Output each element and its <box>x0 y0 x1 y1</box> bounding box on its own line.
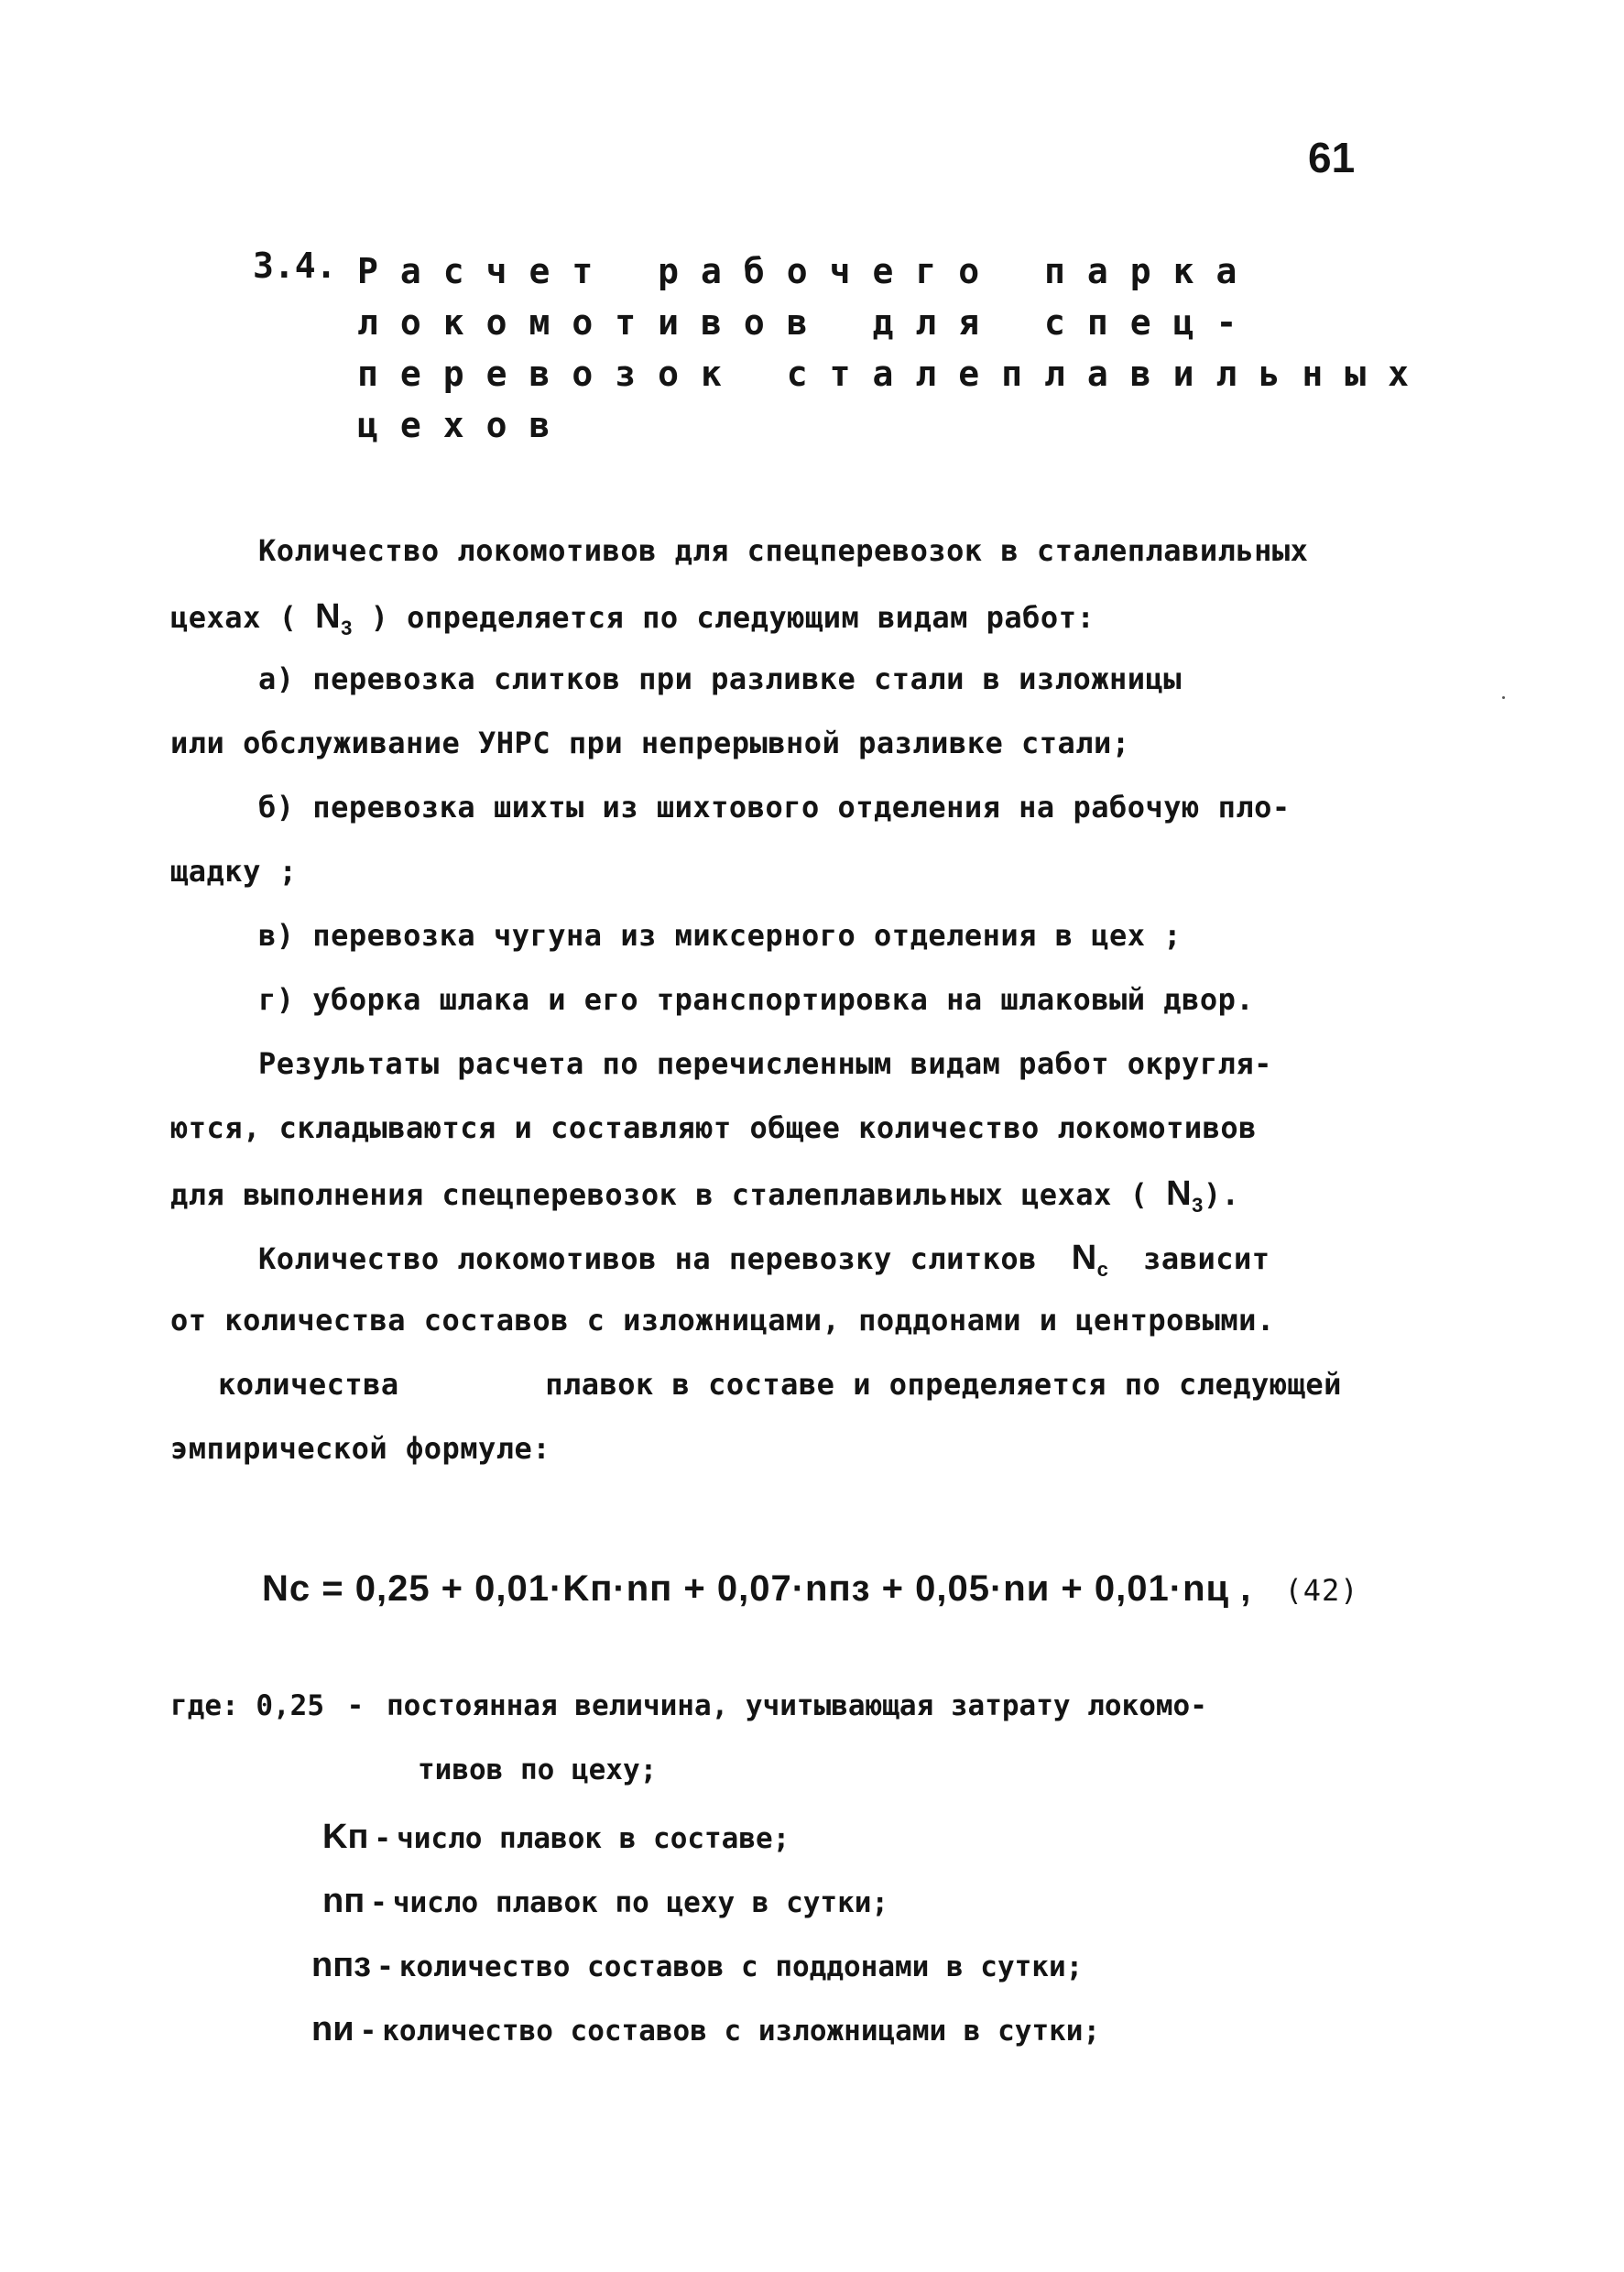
text-fragment: количества <box>218 1367 399 1402</box>
section-number: 3.4. <box>253 246 337 286</box>
where-symbol: 0,25 <box>256 1689 324 1722</box>
text-fragment: цехах ( <box>170 600 298 635</box>
section-title-line-2: локомотивов для спец- <box>357 302 1259 343</box>
n3-symbol: $N_3$ <box>315 597 353 639</box>
paragraph-line: Количество локомотивов для спецперевозок в сталеплавильных <box>258 533 1309 568</box>
paragraph-line: ются, складываются и составляют общее количество локомотивов <box>170 1110 1257 1145</box>
where-continuation: тивов по цеху; <box>418 1753 658 1786</box>
list-item-g: г) уборка шлака и его транспортировка на шлаковый двор. <box>258 982 1255 1017</box>
where-symbol: nп <box>322 1882 365 1920</box>
where-line: где: 0,25 - постоянная величина, учитывающая затрату локомо- <box>170 1689 1207 1722</box>
section-title-line-4: цехов <box>357 405 572 445</box>
paragraph-line <box>258 1239 1270 1282</box>
paragraph-line: Результаты расчета по перечисленным видам работ округля- <box>258 1046 1272 1081</box>
list-item-a-line-1: а) перевозка слитков при разливке стали в изложницы <box>258 661 1183 696</box>
paragraph-line: эмпирической формуле: <box>170 1431 551 1466</box>
text-fragment: зависит <box>1143 1241 1270 1276</box>
paragraph-line: от количества составов с изложницами, поддонами и центровыми. <box>170 1303 1275 1338</box>
section-title <box>357 246 1431 451</box>
n3-symbol: $N_3$ <box>1166 1174 1204 1217</box>
where-line: nи - количество составов с изложницами в сутки; <box>311 2010 1101 2048</box>
list-item-v: в) перевозка чугуна из миксерного отделения в цех ; <box>258 918 1183 953</box>
text-fragment: плавок в составе и определяется по следующей <box>545 1367 1342 1402</box>
formula-number: (42) <box>1284 1573 1359 1608</box>
page-number: 61 <box>1308 134 1356 181</box>
where-text: число плавок по цеху в сутки; <box>392 1886 889 1919</box>
list-item-a-line-2: или обслуживание УНРС при непрерывной разливке стали; <box>170 726 1130 760</box>
section-title-line-1: Расчет рабочего парка <box>357 251 1259 291</box>
where-symbol: nпз <box>311 1946 372 1984</box>
scan-speck <box>1502 696 1505 699</box>
where-line: nпз - количество составов с поддонами в сутки; <box>311 1946 1084 1984</box>
where-text: количество составов с изложницами в сутки; <box>382 2015 1101 2048</box>
formula-42 <box>262 1568 1359 1610</box>
list-item-b-line-1: б) перевозка шихты из шихтового отделения на рабочую пло- <box>258 790 1291 825</box>
nc-symbol: $N_с$ <box>1071 1239 1109 1281</box>
text-fragment: ) определяется по следующим видам работ: <box>370 600 1095 635</box>
where-text: число плавок в составе; <box>397 1822 790 1855</box>
where-label: где: <box>170 1689 239 1722</box>
where-line: Kп - число плавок в составе; <box>322 1818 790 1856</box>
where-symbol: Kп <box>322 1818 369 1856</box>
text-fragment: Количество локомотивов на перевозку слитков <box>258 1241 1037 1276</box>
formula-expression: Nс = 0,25 + 0,01·Kп·nп + 0,07·nпз + 0,05·nи + 0,01·nц , <box>262 1568 1252 1609</box>
where-symbol: nи <box>311 2010 354 2048</box>
section-title-line-3: перевозок сталеплавильных <box>357 354 1431 394</box>
paragraph-line <box>170 1174 1239 1218</box>
where-text: постоянная величина, учитывающая затрату локомо- <box>387 1689 1207 1722</box>
where-text: количество составов с поддонами в сутки; <box>398 1950 1084 1983</box>
paragraph-line <box>218 1367 1342 1402</box>
list-item-b-line-2: щадку ; <box>170 854 298 889</box>
text-fragment: для выполнения спецперевозок в сталеплавильных цехах ( <box>170 1177 1149 1212</box>
where-line: nп - число плавок по цеху в сутки; <box>322 1882 889 1920</box>
paragraph-line <box>170 597 1095 640</box>
text-fragment: ). <box>1203 1177 1240 1212</box>
